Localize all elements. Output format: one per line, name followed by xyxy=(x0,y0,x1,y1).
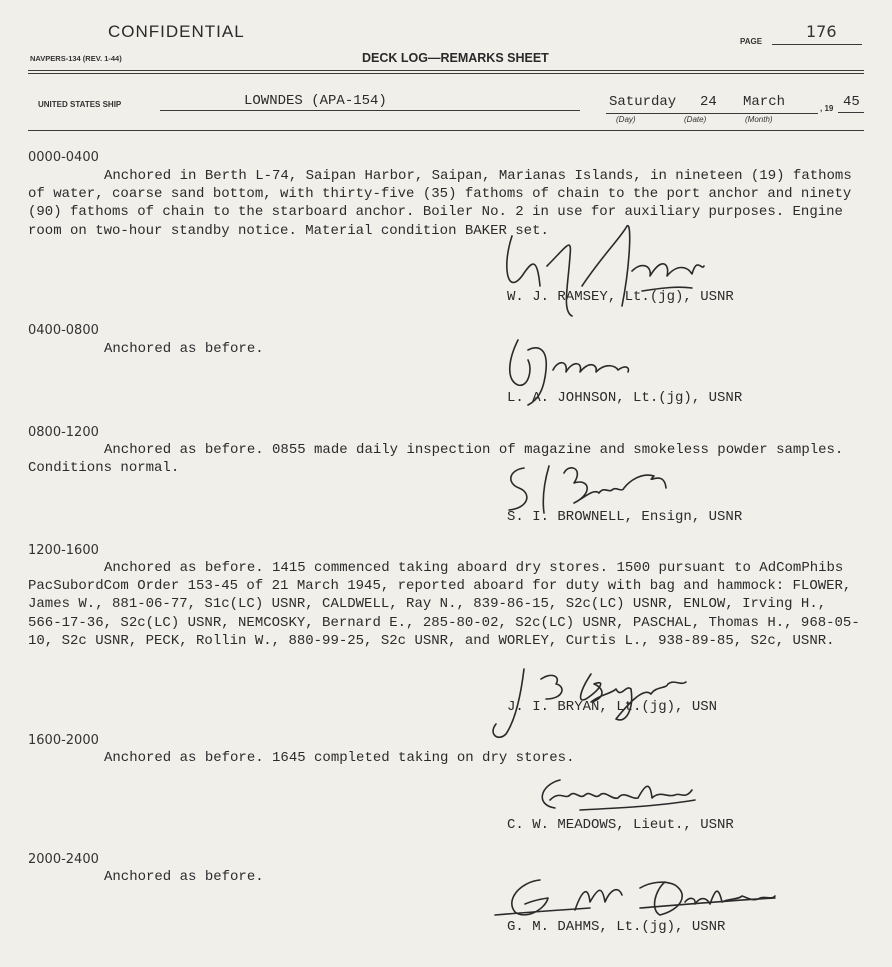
watch-time: 0400-0800 xyxy=(28,323,99,338)
form-number: NAVPERS-134 (REV. 1-44) xyxy=(30,54,122,63)
header-rule-top-2 xyxy=(28,73,864,74)
entry-text: Anchored as before. xyxy=(104,341,264,357)
entry-text: Anchored as before. 1415 commenced taking aboard dry stores. 1500 pursuant to AdComPhibs PacSubordCom Order 153-45 of 21 March 1945, reported aboard for duty with bag and hammock: FLOWER, James W., 881-06-77, S1c(LC) USNR, CALDWELL, Ray N., 839-86-15, S2c(LC) USNR, ENLOW, Irving H., 566-17-36, S2c(LC) USNR, NEMCOSKY, Bernard E., 285-80-02, S2c(LC) USNR, PASCHAL, Thomas H., 968-05-10, S2c USNR, PECK, Rollin W., 880-99-25, S2c USNR, and WORLEY, Curtis L., 938-89-85, S2c, USNR. xyxy=(28,560,860,649)
officer-signature-block: W. J. RAMSEY, Lt.(jg), USNR xyxy=(507,289,734,305)
entry-text: Anchored as before. xyxy=(104,869,264,885)
month-caption: (Month) xyxy=(745,115,773,124)
watch-time: 0800-1200 xyxy=(28,425,99,440)
ship-name: LOWNDES (APA-154) xyxy=(244,93,387,109)
entry-text: Anchored in Berth L-74, Saipan Harbor, Saipan, Marianas Islands, in nineteen (19) fathoms of water, coarse sand bottom, with thirty-five (35) fathoms of chain to the port anchor and ninety (90) fathoms of chain to the starboard anchor. Boiler No. 2 in use for auxiliary purposes. Engine room on two-hour standby notice. Material condition BAKER set. xyxy=(28,168,852,239)
officer-signature-block: C. W. MEADOWS, Lieut., USNR xyxy=(507,817,734,833)
signature-meadows xyxy=(520,770,710,820)
page-label: PAGE xyxy=(740,37,763,46)
day-caption: (Day) xyxy=(616,115,636,124)
year-line xyxy=(838,112,864,113)
ship-name-line xyxy=(160,110,580,111)
year-prefix: , 19 xyxy=(820,104,834,113)
ship-label: UNITED STATES SHIP xyxy=(38,100,122,109)
officer-signature-block: G. M. DAHMS, Lt.(jg), USNR xyxy=(507,919,726,935)
watch-time: 2000-2400 xyxy=(28,852,99,867)
year-value: 45 xyxy=(843,94,860,110)
month-value: March xyxy=(743,94,786,110)
date-value: 24 xyxy=(700,94,717,110)
date-line xyxy=(606,113,818,114)
officer-signature-block: J. I. BRYAN, Lt.(jg), USN xyxy=(507,699,718,715)
entry-text: Anchored as before. 0855 made daily inspection of magazine and smokeless powder samples. Conditions normal. xyxy=(28,442,844,477)
header-rule-top xyxy=(28,70,864,71)
watch-time: 0000-0400 xyxy=(28,150,99,165)
page-number: 176 xyxy=(806,22,837,41)
signature-ramsey xyxy=(492,216,722,336)
watch-time: 1600-2000 xyxy=(28,733,99,748)
officer-signature-block: L. A. JOHNSON, Lt.(jg), USNR xyxy=(507,390,743,406)
entry-text: Anchored as before. 1645 completed taking on dry stores. xyxy=(104,750,575,766)
page-number-line xyxy=(772,44,862,45)
watch-time: 1200-1600 xyxy=(28,543,99,558)
date-caption: (Date) xyxy=(684,115,707,124)
sheet-title: DECK LOG—REMARKS SHEET xyxy=(362,51,549,65)
day-value: Saturday xyxy=(609,94,677,110)
classification-label: CONFIDENTIAL xyxy=(108,22,245,41)
officer-signature-block: S. I. BROWNELL, Ensign, USNR xyxy=(507,509,743,525)
header-rule-bottom xyxy=(28,130,864,131)
